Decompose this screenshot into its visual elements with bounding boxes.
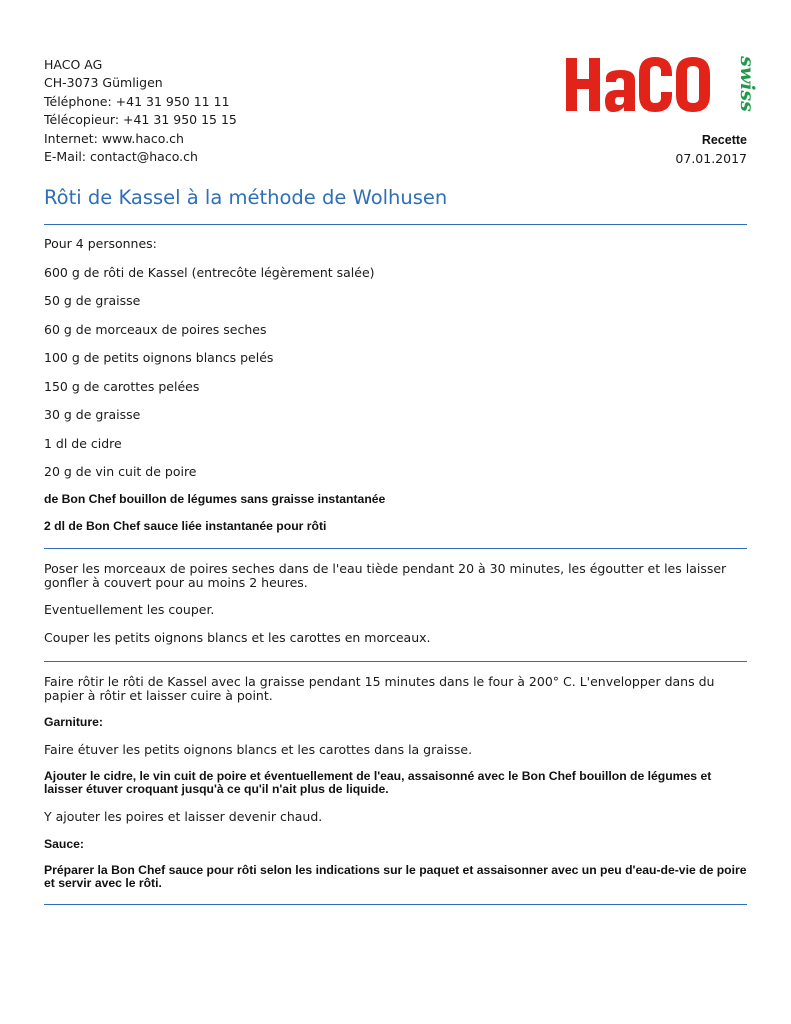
sauce-step: Préparer la Bon Chef sauce pour rôti selon les indications sur le paquet et assaisonner avec un peu d'eau-de-vie de poire et servir avec le rôti.	[44, 863, 747, 890]
ingredient-item: 30 g de graisse	[44, 407, 141, 422]
product-ingredient-item: 2 dl de Bon Chef sauce liée instantanée pour rôti	[44, 519, 327, 533]
ingredient-item: 150 g de carottes pelées	[44, 379, 200, 394]
logo-tagline: swiss	[736, 56, 758, 112]
ingredient-item: 100 g de petits oignons blancs pelés	[44, 350, 274, 365]
haco-logo	[565, 54, 758, 116]
cooking-step: Faire rôtir le rôti de Kassel avec la graisse pendant 15 minutes dans le four à 200° C. L'envelopper dans du papier à rôtir et laisser cuire à point.	[44, 674, 715, 703]
divider	[44, 904, 747, 905]
servings: Pour 4 personnes:	[44, 236, 157, 251]
garnish-step: Ajouter le cidre, le vin cuit de poire et éventuellement de l'eau, assaisonné avec le Bon Chef bouillon de légumes et laisser étuver croquant jusqu'à ce qu'il n'ait plus de liquide.	[44, 769, 712, 796]
company-fax: Télécopieur: +41 31 950 15 15	[44, 112, 237, 128]
divider	[44, 661, 747, 662]
ingredient-item: 20 g de vin cuit de poire	[44, 464, 197, 479]
company-internet: Internet: www.haco.ch	[44, 130, 184, 146]
recipe-title: Rôti de Kassel à la méthode de Wolhusen	[44, 186, 448, 209]
preparation-step: Poser les morceaux de poires seches dans de l'eau tiède pendant 20 à 30 minutes, les égoutter et les laisser gonfler à couvert pour au moins 2 heures.	[44, 561, 727, 590]
sauce-heading: Sauce:	[44, 837, 84, 851]
garnish-heading: Garniture:	[44, 715, 103, 729]
company-phone: Téléphone: +41 31 950 11 11	[44, 93, 230, 109]
ingredient-item: 60 g de morceaux de poires seches	[44, 322, 267, 337]
ingredient-item: 600 g de rôti de Kassel (entrecôte légèrement salée)	[44, 265, 375, 280]
divider	[44, 548, 747, 549]
company-name: HACO AG	[44, 57, 103, 72]
ingredient-item: 50 g de graisse	[44, 293, 141, 308]
product-ingredient-item: de Bon Chef bouillon de légumes sans graisse instantanée	[44, 492, 386, 506]
company-email: E-Mail: contact@haco.ch	[44, 149, 198, 165]
ingredient-item: 1 dl de cidre	[44, 436, 122, 451]
garnish-step: Y ajouter les poires et laisser devenir chaud.	[44, 809, 323, 824]
preparation-step: Eventuellement les couper.	[44, 602, 215, 617]
document-type: Recette	[701, 133, 747, 147]
haco-logo-mark	[565, 54, 758, 116]
company-address-block	[44, 56, 237, 166]
preparation-step: Couper les petits oignons blancs et les carottes en morceaux.	[44, 630, 431, 645]
document-date: 07.01.2017	[675, 151, 747, 166]
company-address: CH-3073 Gümligen	[44, 75, 163, 91]
divider	[44, 224, 747, 225]
garnish-step: Faire étuver les petits oignons blancs et les carottes dans la graisse.	[44, 742, 473, 757]
